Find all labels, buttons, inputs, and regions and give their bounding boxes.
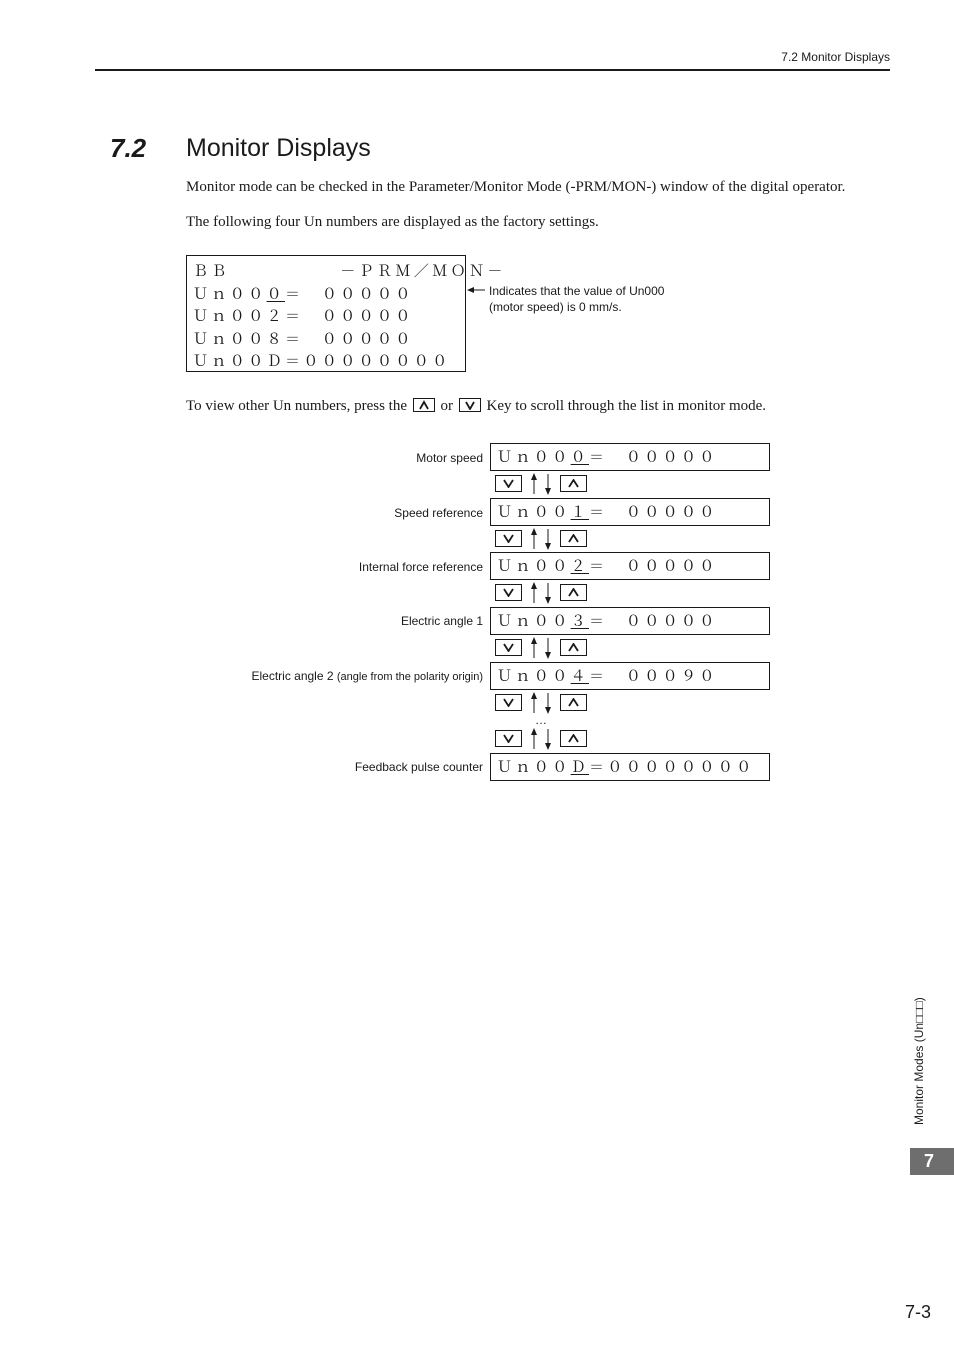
up-key-icon	[413, 398, 435, 412]
down-key-icon	[495, 730, 522, 747]
up-key-icon	[560, 475, 587, 492]
panel-line-un008: Ｕｎ００８＝ ０００００	[193, 329, 414, 348]
monitor-display-un00d: Ｕｎ００Ｄ＝００００００００	[490, 753, 770, 781]
section-number: 7.2	[110, 133, 147, 163]
monitor-display-un004: Ｕｎ００４＝ ０００９０	[490, 662, 770, 690]
up-down-arrows-icon	[528, 728, 554, 750]
scroll-instruction: To view other Un numbers, press the or Key to scroll through the list in monitor mode.	[186, 398, 767, 414]
monitor-label-motor-speed: Motor speed	[416, 451, 483, 465]
up-key-icon	[560, 730, 587, 747]
panel-line-un00d: Ｕｎ００Ｄ＝００００００００	[193, 352, 451, 371]
selected-digit: ０	[266, 284, 286, 303]
up-down-arrows-icon	[528, 582, 554, 604]
chapter-tab: 7	[910, 1148, 954, 1175]
monitor-label-electric-angle-2: Electric angle 2 (angle from the polarity origin)	[251, 669, 483, 683]
ellipsis: …	[535, 713, 547, 727]
running-header: 7.2 Monitor Displays	[781, 50, 890, 64]
up-key-icon	[560, 584, 587, 601]
down-key-icon	[495, 639, 522, 656]
monitor-label-internal-force-reference: Internal force reference	[358, 560, 483, 574]
up-down-arrows-icon	[528, 692, 554, 714]
callout-arrow-icon	[467, 286, 487, 294]
monitor-label-feedback-pulse-counter: Feedback pulse counter	[354, 760, 483, 774]
down-key-icon	[495, 530, 522, 547]
up-key-icon	[560, 694, 587, 711]
section-title: Monitor Displays	[186, 134, 371, 162]
monitor-display-un001: Ｕｎ００１＝ ０００００	[490, 498, 770, 526]
down-key-icon	[495, 694, 522, 711]
scroll-keys	[495, 530, 588, 548]
scroll-keys	[495, 639, 588, 657]
down-key-icon	[495, 584, 522, 601]
side-chapter-label: Monitor Modes (Un□□□)	[912, 997, 926, 1125]
monitor-display-un000: Ｕｎ０００＝ ０００００	[490, 443, 770, 471]
page-number: 7-3	[904, 1302, 931, 1322]
panel-status-line: ＢＢ －ＰＲＭ／ＭＯＮ－	[193, 262, 506, 280]
scroll-keys	[495, 584, 588, 602]
panel-line-un000: Ｕｎ０００＝ ０００００	[193, 284, 414, 303]
monitor-display-un003: Ｕｎ００３＝ ０００００	[490, 607, 770, 635]
callout-text: Indicates that the value of Un000 (motor speed) is 0 mm/s.	[489, 284, 665, 314]
monitor-display-un002: Ｕｎ００２＝ ０００００	[490, 552, 770, 580]
scroll-keys	[495, 475, 588, 493]
up-down-arrows-icon	[528, 637, 554, 659]
up-down-arrows-icon	[528, 473, 554, 495]
monitor-label-speed-reference: Speed reference	[394, 506, 483, 520]
down-key-icon	[495, 475, 522, 492]
scroll-keys	[495, 730, 588, 748]
operator-panel-display	[186, 255, 506, 372]
up-key-icon	[560, 530, 587, 547]
scroll-keys	[495, 694, 588, 712]
factory-settings-paragraph: The following four Un numbers are displayed as the factory settings.	[186, 214, 599, 230]
panel-line-un002: Ｕｎ００２＝ ０００００	[193, 307, 414, 326]
down-key-icon	[459, 398, 481, 412]
intro-paragraph: Monitor mode can be checked in the Parameter/Monitor Mode (-PRM/MON-) window of the digital operator.	[186, 179, 846, 195]
up-key-icon	[560, 639, 587, 656]
monitor-label-electric-angle-1: Electric angle 1	[400, 614, 483, 628]
header-rule	[95, 69, 890, 71]
up-down-arrows-icon	[528, 528, 554, 550]
